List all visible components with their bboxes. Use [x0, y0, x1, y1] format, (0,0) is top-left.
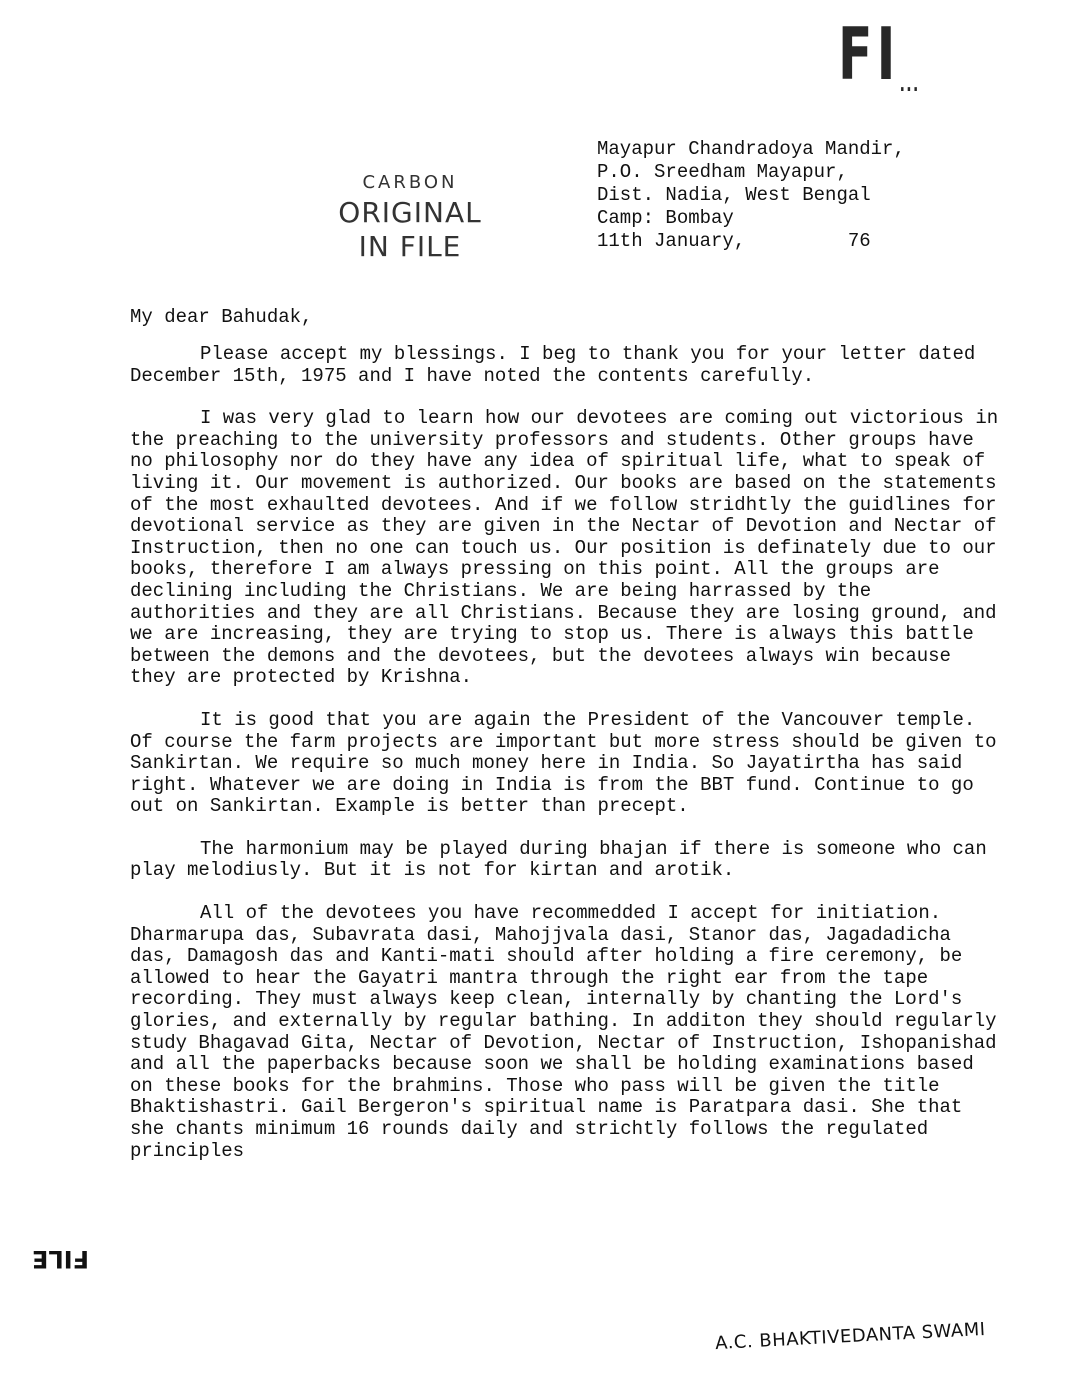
paragraph: I was very glad to learn how our devotees are coming out victorious in the preaching to the university professors and students. Other groups have no philosophy nor do they have any idea of spiritual life, what to speak of living it. Our movement is authorized. Our books are based on the statements of the most exhaulted devotees. And if we follow stridhtly the guidlines for devotional service as they are given in the Nectar of Devotion and Nectar of Instruction, then no one can touch us. Our position is definately due to our books, therefore I am always pressing on this point. All the groups are declining including the Christians. We are being harrassed by the authorities and they are all Christians. Because they are losing ground, and we are increasing, they are trying to stop us. There is always this battle between the demons and the devotees, but the devotees always win because they are protected by Krishna.: [130, 407, 999, 689]
letter-body: [130, 344, 1000, 1183]
sender-address: [597, 138, 905, 253]
carbon-original-stamp: [330, 170, 490, 264]
signature: A.C. BHAKTIVEDANTA SWAMI: [714, 1318, 987, 1355]
margin-file-note: FILE: [32, 1245, 90, 1273]
paragraph: Please accept my blessings. I beg to thank you for your letter dated December 15th, 1975 and I have noted the contents carefully.: [130, 343, 976, 387]
carbon-stamp-line3: IN FILE: [358, 230, 462, 263]
letter-date: [597, 230, 905, 253]
paragraph: All of the devotees you have recommedded I accept for initiation. Dharmarupa das, Subavrata dasi, Mahojjvala dasi, Stanor das, Jagadadicha das, Damagosh das and Kanti-mati should after holding a fire ceremony, be allowed to hear the Gayatri mantra through the right ear from the tape recording. They must always keep clean, internally by chanting the Lord's glories, and externally by regular bathing. In additon they should regularly study Bhagavad Gita, Nectar of Devotion, Nectar of Instruction, Ishopanishad and all the paperbacks because soon we shall be holding examinations based on these books for the brahmins. Those who pass will be given the title Bhaktishastri. Gail Bergeron's spiritual name is Paratpara dasi. She that she chants minimum 16 rounds daily and strichtly follows the regulated principles: [130, 902, 997, 1162]
carbon-stamp-line2: ORIGINAL: [338, 196, 482, 229]
file-stamp-mark: FI: [838, 12, 900, 96]
date-year: 76: [847, 230, 871, 252]
carbon-stamp-line1: CARBON: [362, 172, 458, 193]
address-line2: P.O. Sreedham Mayapur,: [597, 161, 848, 183]
address-line1: Mayapur Chandradoya Mandir,: [597, 138, 905, 160]
paragraph: It is good that you are again the President of the Vancouver temple. Of course the farm projects are important but more stress should be given to Sankirtan. We require so much money here in India. So Jayatirtha has said right. Whatever we are doing in India is from the BBT fund. Continue to go out on Sankirtan. Example is better than precept.: [130, 708, 997, 818]
file-stamp-dots: ...: [899, 72, 920, 96]
address-line4: Camp: Bombay: [597, 207, 734, 229]
salutation: My dear Bahudak,: [130, 306, 313, 328]
date-text: 11th January,: [597, 230, 746, 252]
address-line3: Dist. Nadia, West Bengal: [597, 184, 871, 206]
file-stamp: [838, 12, 920, 96]
paragraph: The harmonium may be played during bhajan if there is someone who can play melodiusly. But it is not for kirtan and arotik.: [130, 837, 987, 882]
